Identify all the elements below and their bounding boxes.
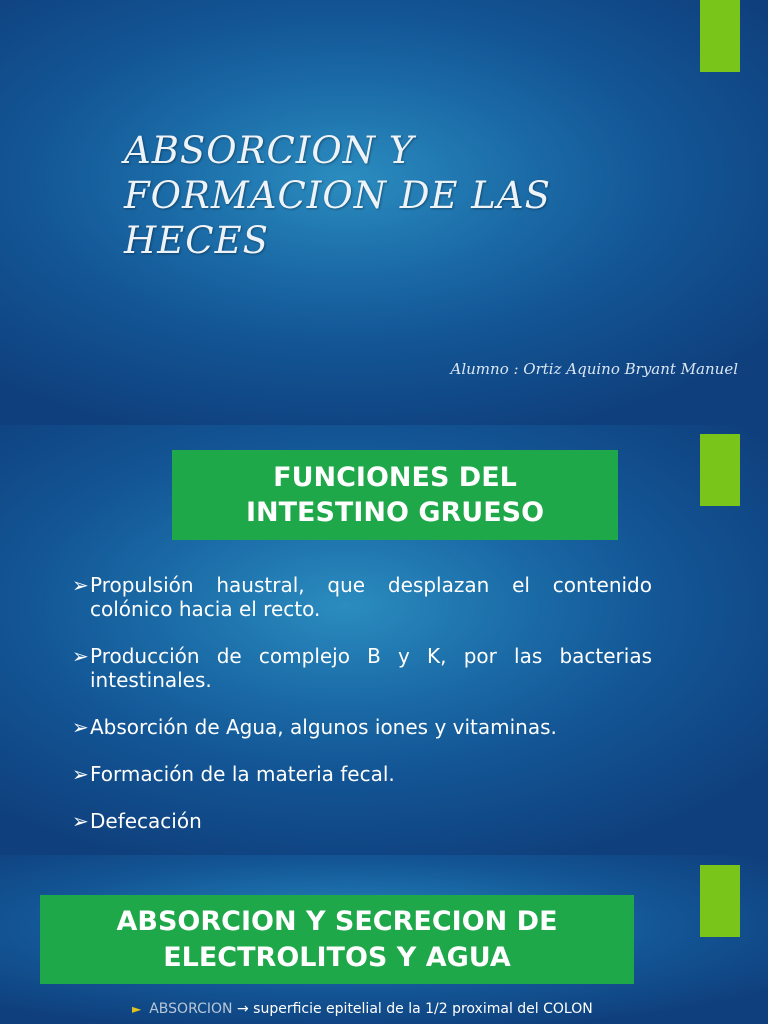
arrow-bullet-icon: ➢ <box>72 644 89 668</box>
heading-line-2: ELECTROLITOS Y AGUA <box>163 941 511 973</box>
functions-heading <box>172 450 618 540</box>
arrow-bullet-icon: ➢ <box>72 762 89 786</box>
triangle-bullet-icon: ► <box>132 1002 142 1016</box>
heading-line-2: INTESTINO GRUESO <box>245 497 545 528</box>
accent-bar <box>700 0 740 72</box>
absorption-term: ABSORCION <box>149 1001 233 1017</box>
arrow-bullet-icon: ➢ <box>72 809 89 833</box>
absorption-heading <box>40 895 634 984</box>
title-line-3: HECES <box>124 219 269 262</box>
list-item: ➢ Defecación <box>72 809 202 833</box>
slide-title <box>0 0 768 425</box>
accent-bar <box>700 865 740 937</box>
heading-line-1: ABSORCION Y SECRECION DE <box>116 905 558 937</box>
right-arrow-icon: → <box>236 1001 249 1017</box>
title-line-1: ABSORCION Y <box>124 129 415 172</box>
arrow-bullet-icon: ➢ <box>72 715 89 739</box>
absorption-point <box>132 1001 602 1017</box>
list-item: ➢ Propulsión haustral, que desplazan el contenido colónico hacia el recto. <box>72 573 652 621</box>
accent-bar <box>700 434 740 506</box>
author-name: Alumno : Ortiz Aquino Bryant Manuel <box>450 360 738 378</box>
title-line-2: FORMACION DE LAS <box>124 174 551 217</box>
absorption-description: superficie epitelial de la 1/2 proximal del COLON <box>253 1001 593 1017</box>
arrow-bullet-icon: ➢ <box>72 573 89 597</box>
functions-list <box>72 573 652 855</box>
slide-functions <box>0 425 768 855</box>
heading-line-1: FUNCIONES DEL <box>273 462 517 493</box>
slide-absorption <box>0 855 768 1024</box>
slide-title-text <box>124 128 684 263</box>
list-item: ➢ Formación de la materia fecal. <box>72 762 395 786</box>
list-item: ➢ Producción de complejo B y K, por las bacterias intestinales. <box>72 644 652 692</box>
list-item: ➢ Absorción de Agua, algunos iones y vitaminas. <box>72 715 557 739</box>
